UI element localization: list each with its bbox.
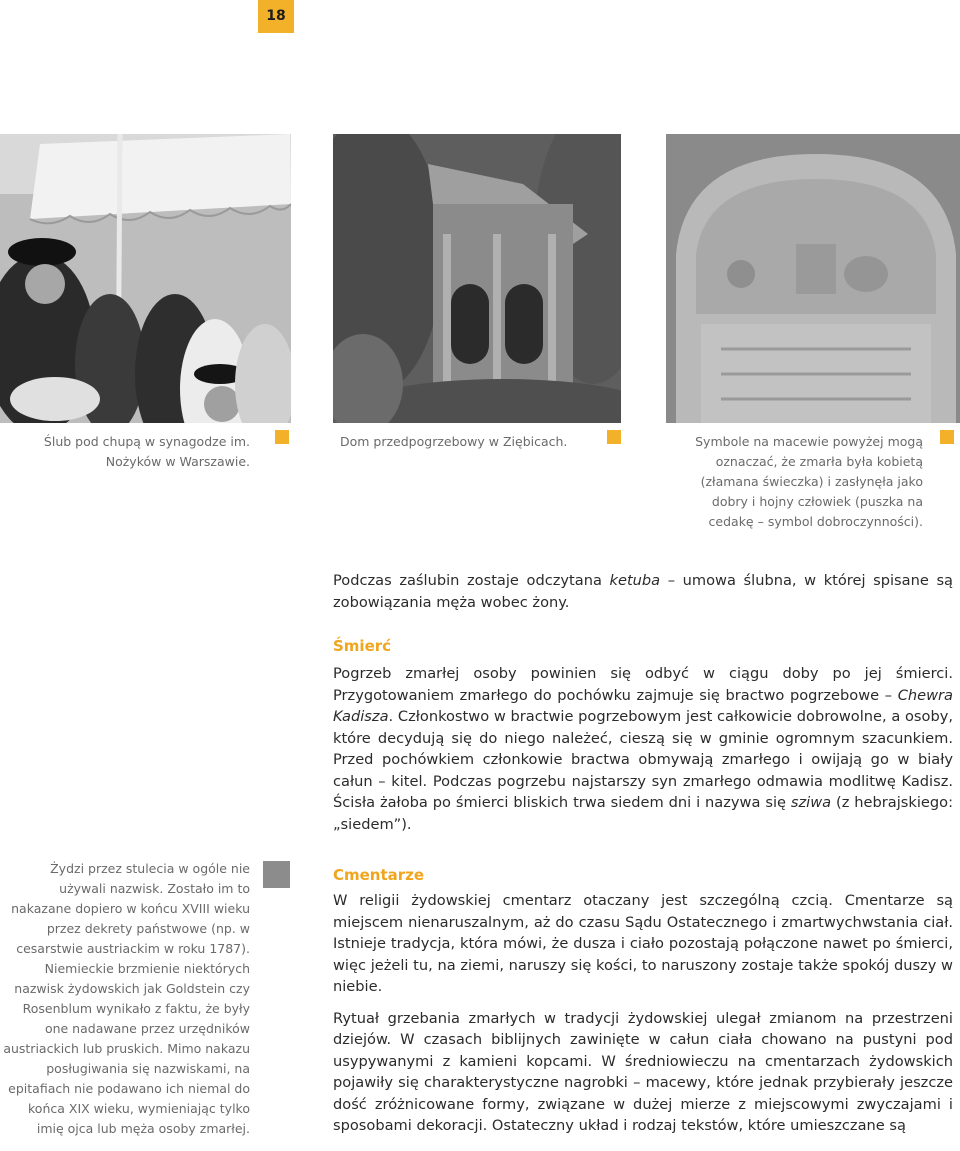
term-sziwa: sziwa — [790, 794, 832, 811]
funeral-house-photo — [333, 134, 621, 423]
intro-text: – umowa ślubna, w której spisane są zobowiązania męża wobec żony. — [333, 572, 953, 611]
caption-marker — [940, 430, 954, 444]
sidenote-marker — [263, 861, 290, 888]
smierc-text-part: . Członkostwo w bractwie pogrzebowym jest całkowicie dobrowolne, a osoby, które decydują się do niego należeć, cieszą się w gminie ogromnym szacunkiem. Przed pochówkiem członkowie bractwa obmywają zmarłego i owijają go w biały całun – kitel. Podczas pogrzebu najstarszy syn zmarłego odmawia modlitwę Kadisz. Ścisła żałoba po śmierci bliskich trwa siedem dni i nazywa się — [333, 708, 953, 811]
smierc-text-part: (z hebrajskiego: „siedem”). — [333, 794, 953, 833]
sidenote: Żydzi przez stulecia w ogóle nie używali nazwisk. Zostało im to nakazane dopiero w końcu XVIII wieku przez dekrety państwowe (np. w cesarstwie austriackim w roku 1787). Niemieckie brzmienie niektórych nazwisk żydowskich jak Goldstein czy Rosenblum wynikało z faktu, że były one nadawane przez urzędników austriackich lub pruskich. Mimo nakazu posługiwania się nazwiskami, na epitafiach nie podawano ich niemal do końca XIX wieku, wymieniając tylko imię ojca lub męża osoby zmarłej. — [3, 861, 250, 1136]
wedding-under-chuppah-photo — [0, 134, 291, 423]
tombstone-photo — [666, 134, 960, 423]
intro-paragraph — [333, 570, 953, 623]
intro-text: Podczas zaślubin zostaje odczytana — [333, 572, 610, 589]
term-chewra-kadisza: Chewra Kadisza — [333, 686, 953, 725]
section-heading-smierc: Śmierć — [333, 637, 392, 655]
term-ketuba: ketuba — [609, 572, 661, 589]
smierc-text-part: Pogrzeb zmarłej osoby powinien się odbyć w ciągu doby po jej śmierci. Przygotowaniem zmarłego do pochówku zajmuje się bractwo pogrzebowe – — [333, 665, 953, 704]
page-number: 18 — [258, 0, 294, 33]
section-cmentarze-text — [333, 890, 953, 1147]
photo-caption: Ślub pod chupą w synagodze im. Nożyków w Warszawie. — [43, 434, 250, 469]
photo-caption: Dom przedpogrzebowy w Ziębicach. — [340, 434, 568, 449]
photo-caption: Symbole na macewie powyżej mogą oznaczać, że zmarła była kobietą (złamana świeczka) i zasłynęła jako dobry i hojny człowiek (puszka na cedakę – symbol dobroczynności). — [695, 434, 923, 529]
cmentarze-paragraph-1: W religii żydowskiej cmentarz otaczany jest szczególną czcią. Cmentarze są miejscem nienaruszalnym, aż do czasu Sądu Ostatecznego i zmartwychwstania ciał. Istnieje tradycja, która mówi, że dusza i ciało pozostają połączone nawet po śmierci, więc jeżeli tu, na ziemi, naruszy się kości, to naruszony zostaje także spokój duszy w niebie. — [333, 892, 953, 995]
caption-marker — [275, 430, 289, 444]
section-heading-cmentarze: Cmentarze — [333, 866, 425, 884]
cmentarze-paragraph-2: Rytuał grzebania zmarłych w tradycji żydowskiej ulegał zmianom na przestrzeni dziejów. W czasach biblijnych zawinięte w całun ciała chowano na pustyni pod usypywanymi z kamieni kopcami. W średniowieczu na cmentarzach żydowskich pojawiły się charakterystyczne nagrobki – macewy, które jednak przybierały jeszcze dość zróżnicowane formy, związane w dużej mierze z miejscowymi zwyczajami i sposobami dekoracji. Ostateczny układ i rodzaj tekstów, które umieszczane są — [333, 1009, 953, 1134]
section-smierc-text — [333, 663, 953, 845]
